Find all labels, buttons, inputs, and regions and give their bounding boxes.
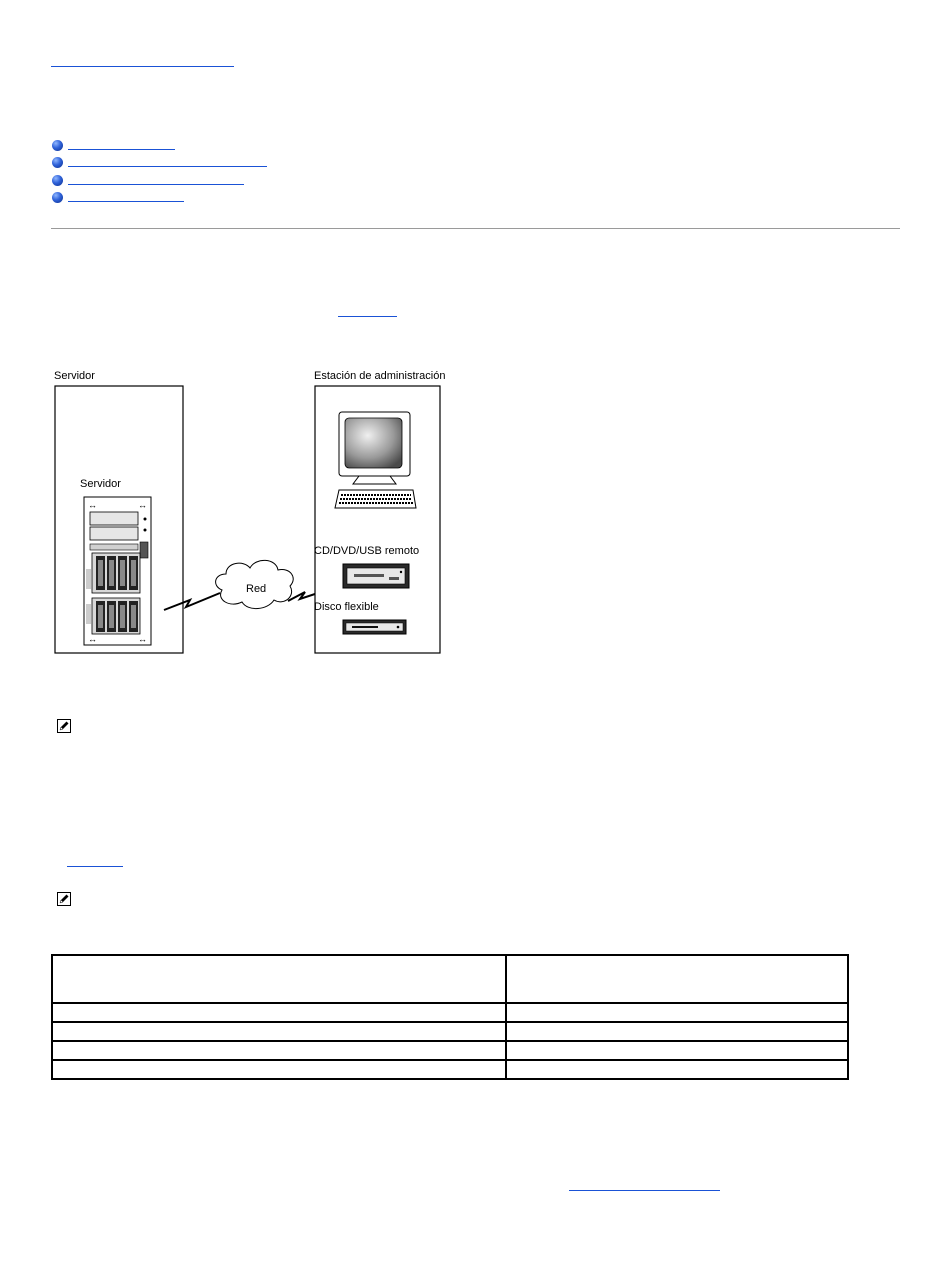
table-header-cell xyxy=(506,955,848,1003)
left-box-label: Servidor xyxy=(54,370,95,382)
toc-link-3[interactable] xyxy=(68,184,244,185)
figure-reference-link[interactable] xyxy=(338,316,397,317)
toc-item-1[interactable] xyxy=(52,140,182,152)
table-row xyxy=(52,1003,848,1022)
toc-link-1[interactable] xyxy=(68,149,175,150)
table-cell xyxy=(506,1003,848,1022)
table-cell xyxy=(506,1060,848,1079)
floppy-drive-icon xyxy=(343,620,406,634)
section-divider xyxy=(51,228,900,229)
table-reference-link[interactable] xyxy=(67,866,123,867)
bullet-icon xyxy=(52,175,63,186)
keyboard-icon xyxy=(335,490,416,508)
table-cell xyxy=(52,1022,506,1041)
toc-item-3[interactable] xyxy=(52,175,252,187)
top-link[interactable] xyxy=(51,56,234,67)
server-label: Servidor xyxy=(80,478,121,490)
table-header-cell xyxy=(52,955,506,1003)
network-cloud-icon xyxy=(216,560,294,608)
note-pencil-icon xyxy=(57,719,71,733)
svg-text:↔: ↔ xyxy=(88,634,97,644)
toc-link-2[interactable] xyxy=(68,166,267,167)
table-row xyxy=(52,1041,848,1060)
table-cell xyxy=(506,1041,848,1060)
table-row xyxy=(52,1022,848,1041)
optical-drive-icon xyxy=(343,564,409,588)
table-cell xyxy=(52,1003,506,1022)
note-pencil-icon xyxy=(57,892,71,906)
table-row xyxy=(52,1060,848,1079)
toc-link-4[interactable] xyxy=(68,201,184,202)
bullet-icon xyxy=(52,192,63,203)
monitor-icon xyxy=(339,412,410,484)
svg-text:↔: ↔ xyxy=(138,500,147,510)
bullet-icon xyxy=(52,140,63,151)
toc-item-2[interactable] xyxy=(52,157,272,169)
svg-text:↔: ↔ xyxy=(138,634,147,644)
table-cell xyxy=(52,1060,506,1079)
configuration-table xyxy=(51,954,849,1080)
remote-drive-label: CD/DVD/USB remoto xyxy=(314,545,420,557)
remote-media-diagram xyxy=(52,364,452,659)
bottom-reference-link[interactable] xyxy=(569,1190,720,1191)
floppy-label: Disco flexible xyxy=(314,601,379,613)
table-header-row xyxy=(52,955,848,1003)
server-chassis-icon xyxy=(84,497,151,645)
table-cell xyxy=(52,1041,506,1060)
right-box-label: Estación de administración xyxy=(314,370,446,382)
table-cell xyxy=(506,1022,848,1041)
network-label: Red xyxy=(246,583,267,595)
svg-text:↔: ↔ xyxy=(88,500,97,510)
bullet-icon xyxy=(52,157,63,168)
toc-item-4[interactable] xyxy=(52,192,192,204)
